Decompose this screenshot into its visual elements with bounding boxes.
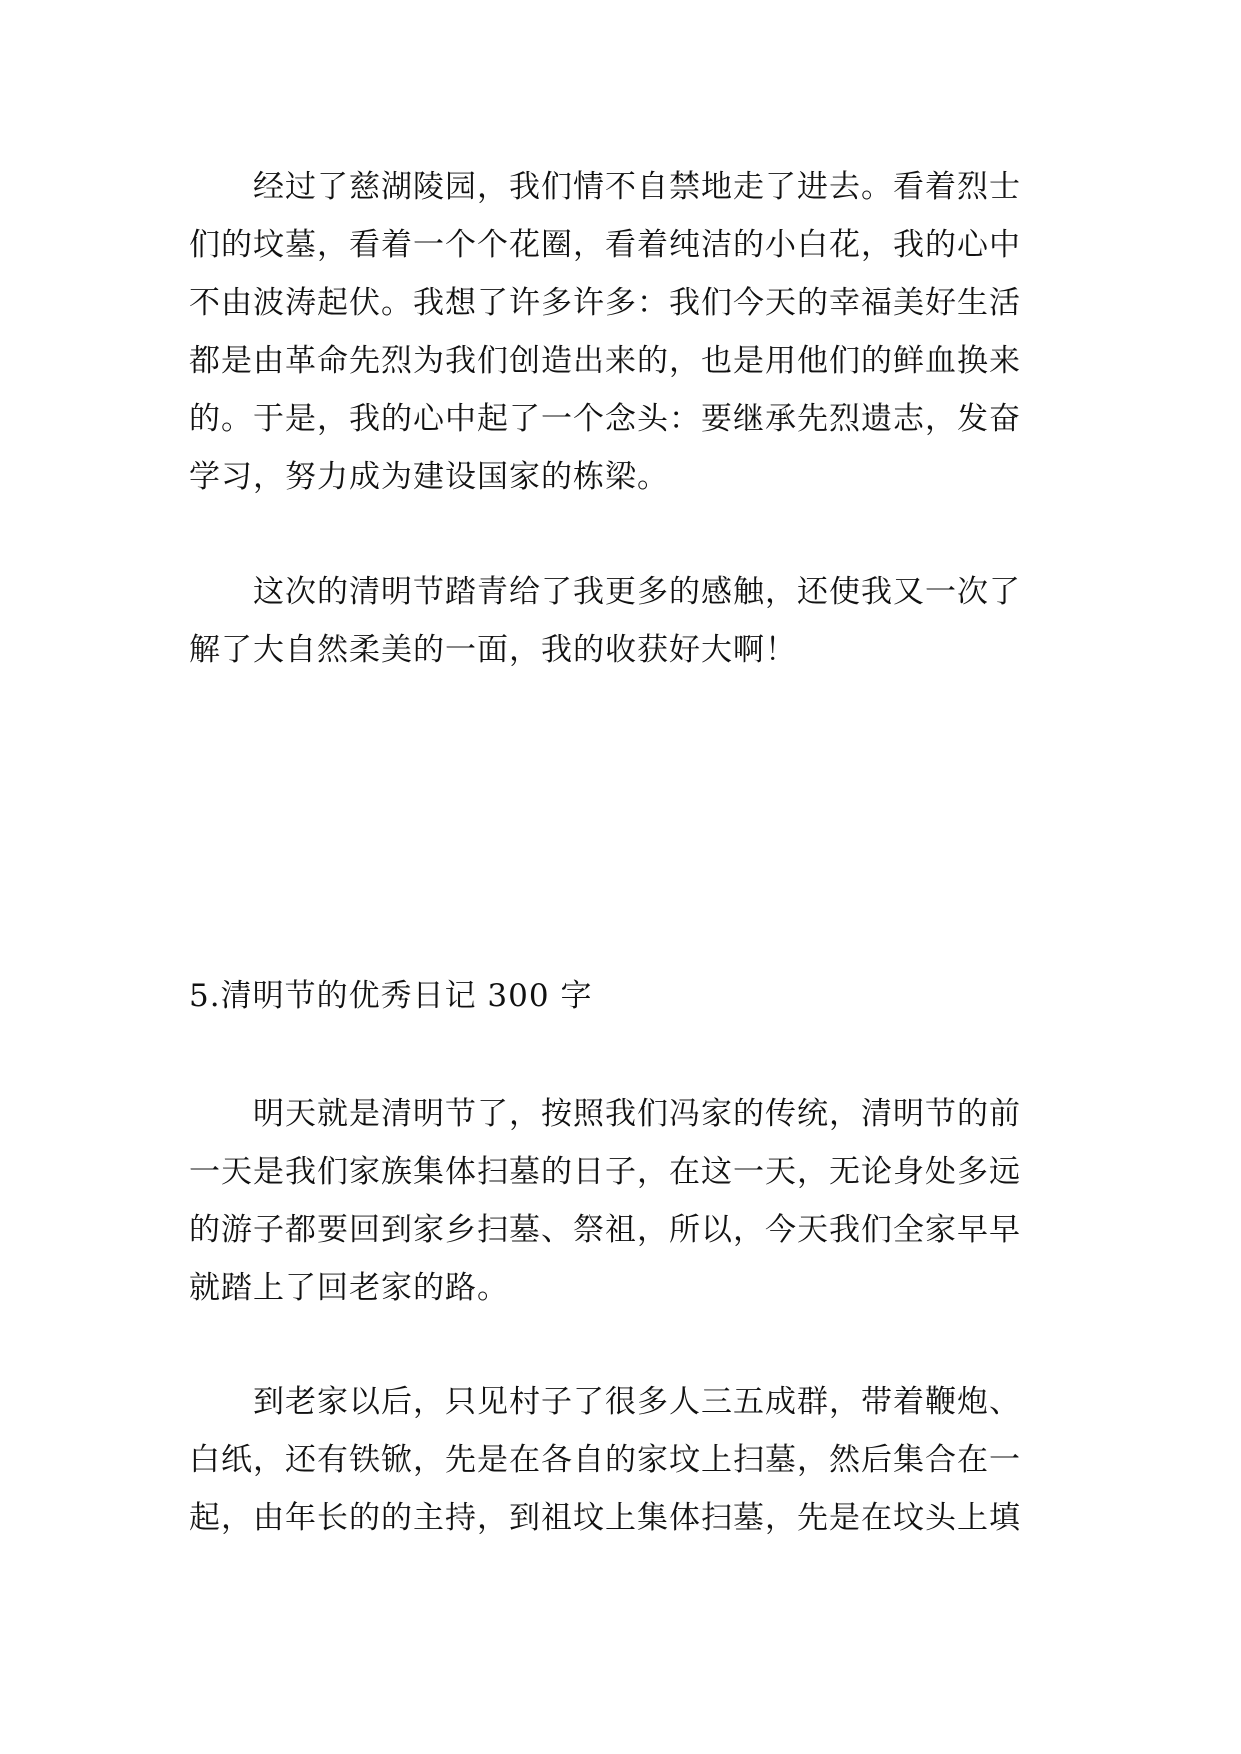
paragraph-line: 到老家以后，只见村子了很多人三五成群，带着鞭炮、 <box>189 1384 1021 1420</box>
paragraph-line: 起，由年长的的主持，到祖坟上集体扫墓，先是在坟头上填 <box>189 1500 1021 1536</box>
paragraph-line: 白纸，还有铁锨，先是在各自的家坟上扫墓，然后集合在一 <box>189 1442 1021 1478</box>
paragraph-line: 都是由革命先烈为我们创造出来的，也是用他们的鲜血换来 <box>189 343 1021 379</box>
paragraph-tradition <box>189 1085 1055 1317</box>
paragraph-line: 一天是我们家族集体扫墓的日子，在这一天，无论身处多远 <box>189 1154 1021 1190</box>
paragraph-conclusion <box>189 563 1055 679</box>
paragraph-line: 不由波涛起伏。我想了许多许多：我们今天的幸福美好生活 <box>189 285 1021 321</box>
paragraph-line: 明天就是清明节了，按照我们冯家的传统，清明节的前 <box>189 1096 1021 1132</box>
paragraph-line: 们的坟墓，看着一个个花圈，看着纯洁的小白花，我的心中 <box>189 227 1021 263</box>
paragraph-line: 这次的清明节踏青给了我更多的感触，还使我又一次了 <box>189 574 1021 610</box>
paragraph-cemetery-visit <box>189 158 1055 506</box>
paragraph-hometown <box>189 1373 1055 1547</box>
paragraph-line: 解了大自然柔美的一面，我的收获好大啊！ <box>189 632 797 668</box>
paragraph-line: 学习，努力成为建设国家的栋梁。 <box>189 459 669 495</box>
section-heading <box>189 967 1055 1025</box>
paragraph-line: 的。于是，我的心中起了一个念头：要继承先烈遗志，发奋 <box>189 401 1021 437</box>
paragraph-line: 经过了慈湖陵园，我们情不自禁地走了进去。看着烈士 <box>189 169 1021 205</box>
section-heading-text: 5.清明节的优秀日记 300 字 <box>189 978 593 1014</box>
paragraph-line: 的游子都要回到家乡扫墓、祭祖，所以，今天我们全家早早 <box>189 1212 1021 1248</box>
paragraph-line: 就踏上了回老家的路。 <box>189 1270 509 1306</box>
